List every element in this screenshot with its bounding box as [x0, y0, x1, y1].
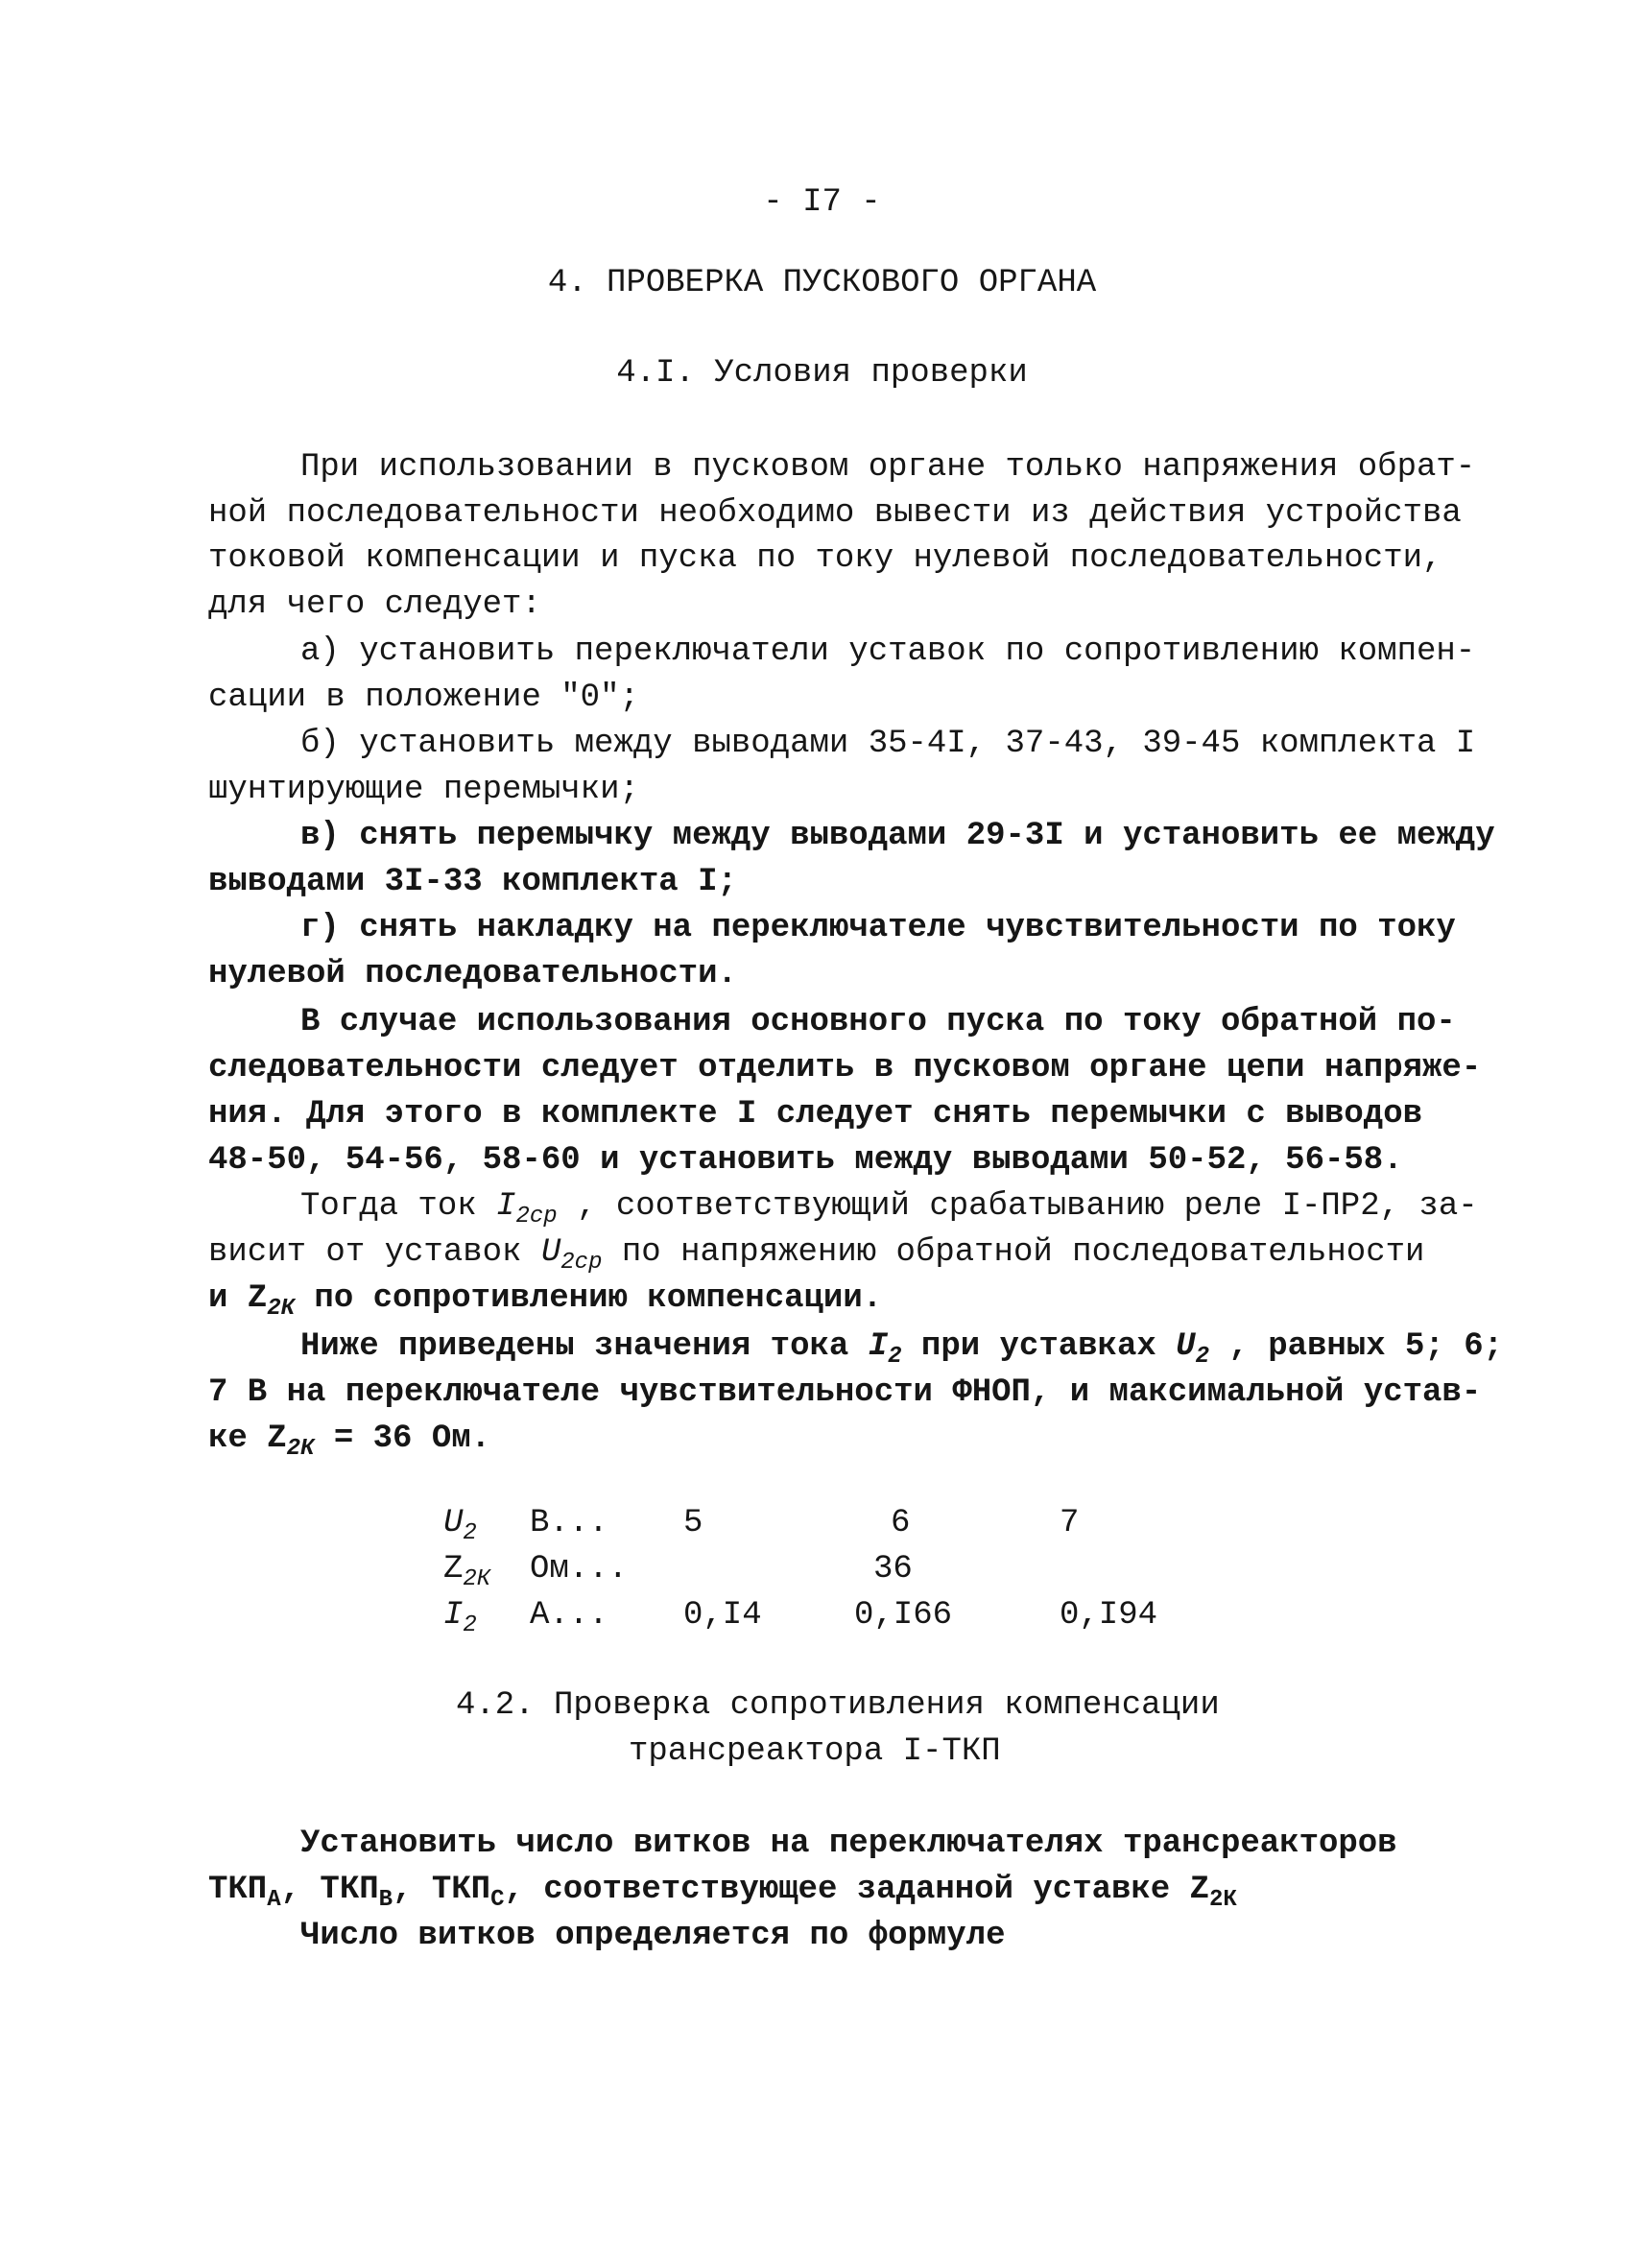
table-cell-symbol	[443, 1551, 490, 1592]
subscript: 2К	[286, 1436, 315, 1462]
table-cell-unit: Ом...	[530, 1551, 629, 1588]
symbol-u: U	[540, 1234, 561, 1271]
text-span: по сопротивлению компенсации.	[295, 1280, 883, 1317]
text-line: ния. Для этого в комплекте I следует снять перемычки с выводов	[208, 1096, 1423, 1133]
symbol-z: Z	[443, 1551, 464, 1588]
text-span: , соответствующее заданной уставке Z	[504, 1872, 1210, 1908]
subscript: 2	[463, 1520, 477, 1546]
text-line: ной последовательности необходимо вывести из действия устройства	[208, 495, 1462, 532]
text-span: при уставках	[901, 1328, 1177, 1365]
text-line: сации в положение "0";	[208, 680, 639, 716]
table-cell-value: 36	[873, 1551, 913, 1588]
subscript: 2	[1195, 1344, 1209, 1370]
text-line: 48-50, 54-56, 58-60 и установить между выводами 50-52, 56-58.	[208, 1142, 1403, 1179]
text-line: в) снять перемычку между выводами 29-3I и установить ее между	[300, 818, 1495, 854]
symbol-i: I	[868, 1328, 889, 1365]
table-cell-value: 6	[891, 1505, 911, 1541]
subscript: 2	[888, 1344, 902, 1370]
table-cell-value: 0,I4	[683, 1597, 762, 1634]
text-line: трансреактора I-ТКП	[629, 1733, 1001, 1770]
subscript: А	[267, 1887, 281, 1913]
text-span: = 36 Ом.	[314, 1420, 491, 1457]
table-cell-symbol	[443, 1505, 477, 1546]
text-line: для чего следует:	[208, 586, 541, 623]
text-span: , равных 5; 6;	[1208, 1328, 1504, 1365]
table-cell-value: 7	[1060, 1505, 1080, 1541]
symbol-i: I	[443, 1597, 464, 1634]
section-title: 4. ПРОВЕРКА ПУСКОВОГО ОРГАНА	[547, 265, 1097, 301]
text-line: 4.2. Проверка сопротивления компенсации	[456, 1687, 1220, 1724]
subscript: 2К	[463, 1566, 491, 1592]
text-span: висит от уставок	[208, 1234, 541, 1271]
text-line: шунтирующие перемычки;	[208, 772, 639, 808]
text-line: токовой компенсации и пуска по току нулевой последовательности,	[208, 540, 1442, 577]
symbol-u: U	[1176, 1328, 1196, 1365]
table-cell-unit: А...	[530, 1597, 608, 1634]
table-cell-value: 0,I94	[1060, 1597, 1158, 1634]
subscript: 2	[463, 1612, 477, 1638]
page-number: - I7 -	[763, 184, 881, 221]
symbol-z: Z	[267, 1420, 287, 1457]
text-span: , ТКП	[280, 1872, 379, 1908]
text-line: выводами 3I-33 комплекта I;	[208, 864, 737, 900]
symbol-z: Z	[247, 1280, 268, 1317]
table-cell-value: 0,I66	[854, 1597, 953, 1634]
text-line: б) установить между выводами 35-4I, 37-43, 39-45 комплекта I	[300, 726, 1476, 762]
text-line	[300, 1328, 1503, 1370]
subscript: 2К	[1209, 1887, 1237, 1913]
text-line: а) установить переключатели уставок по сопротивлению компен-	[300, 633, 1476, 670]
text-line	[208, 1234, 1424, 1276]
subscript: В	[378, 1887, 393, 1913]
table-cell-unit: В...	[530, 1505, 608, 1541]
text-line: 7 В на переключателе чувствительности ФНОП, и максимальной устав-	[208, 1374, 1482, 1411]
text-span: , соответствующий срабатыванию реле I-ПР2, за-	[557, 1188, 1478, 1225]
text-line	[208, 1420, 490, 1462]
subscript: 2ср	[560, 1250, 603, 1276]
text-line: следовательности следует отделить в пусковом органе цепи напряже-	[208, 1050, 1482, 1086]
text-line	[208, 1280, 882, 1322]
subscript: С	[490, 1887, 505, 1913]
subsection-title-4-1: 4.I. Условия проверки	[616, 355, 1028, 392]
text-line	[208, 1872, 1237, 1913]
symbol-u: U	[443, 1505, 464, 1541]
text-line: При использовании в пусковом органе только напряжения обрат-	[300, 449, 1476, 486]
text-span: ТКП	[208, 1872, 268, 1908]
table-cell-value: 5	[683, 1505, 703, 1541]
text-line: г) снять накладку на переключателе чувствительности по току	[300, 910, 1456, 946]
text-span: ке	[208, 1420, 268, 1457]
text-line	[300, 1188, 1478, 1229]
subscript: 2К	[267, 1296, 296, 1322]
text-span: , ТКП	[393, 1872, 491, 1908]
text-line: нулевой последовательности.	[208, 956, 737, 992]
text-line: Установить число витков на переключателях трансреакторов	[300, 1826, 1397, 1862]
text-span: Тогда ток	[300, 1188, 497, 1225]
text-span: и	[208, 1280, 248, 1317]
text-span: Ниже приведены значения тока	[300, 1328, 869, 1365]
text-line: Число витков определяется по формуле	[300, 1918, 1006, 1954]
symbol-i: I	[496, 1188, 516, 1225]
text-line: В случае использования основного пуска по току обратной по-	[300, 1004, 1456, 1040]
subscript: 2ср	[515, 1204, 558, 1229]
text-span: по напряжению обратной последовательности	[602, 1234, 1425, 1271]
table-cell-symbol	[443, 1597, 477, 1638]
